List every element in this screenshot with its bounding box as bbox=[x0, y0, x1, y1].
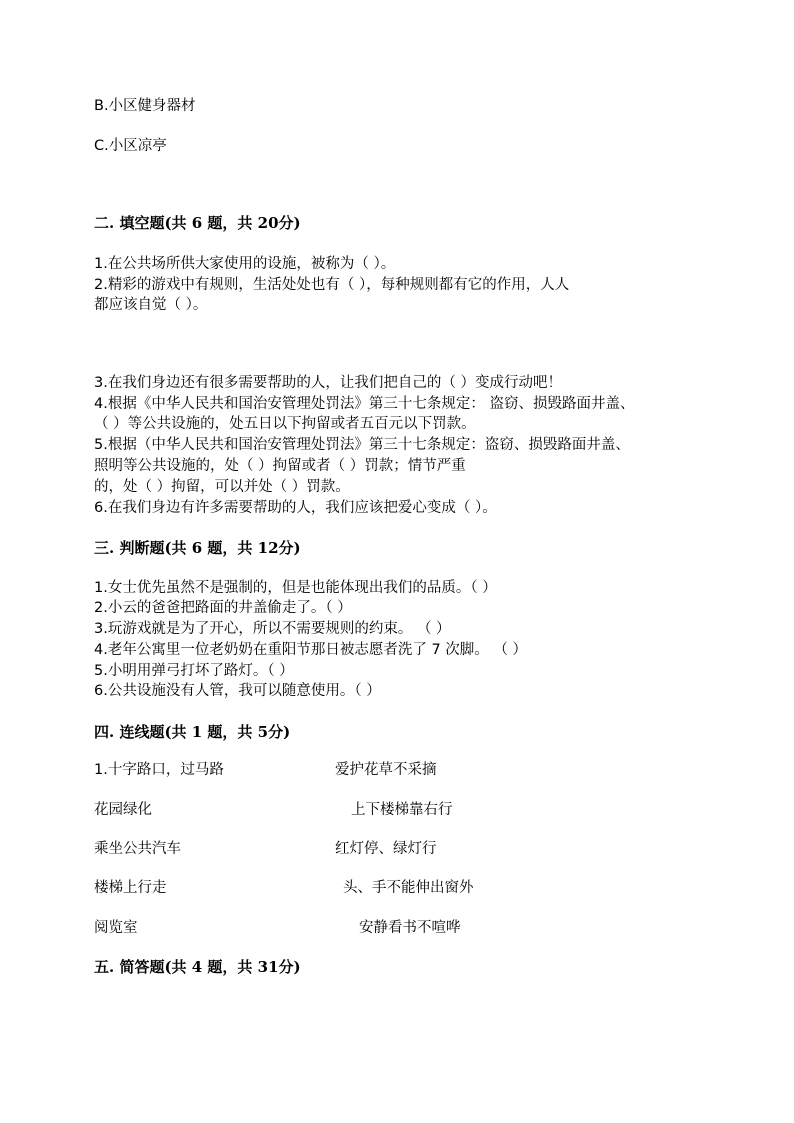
judge-item: 3.玩游戏就是为了开心，所以不需要规则的约束。 （ ） bbox=[94, 621, 451, 637]
fill-q1: 1.在公共场所供大家使用的设施，被称为（ ）。 bbox=[94, 256, 396, 272]
section-5-title: 五. 简答题(共 4 题，共 31分) bbox=[94, 958, 301, 976]
fill-q2-line2: 都应该自觉（ ）。 bbox=[94, 297, 208, 313]
match-right-item: 上下楼梯靠右行 bbox=[351, 802, 453, 818]
match-left-item: 乘坐公共汽车 bbox=[94, 841, 181, 857]
fill-q5-line1: 5.根据（中华人民共和国治安管理处罚法》第三十七条规定：盗窃、损毁路面井盖、 bbox=[94, 437, 630, 453]
section-4-title: 四. 连线题(共 1 题，共 5分) bbox=[94, 723, 291, 741]
fill-q2-line1: 2.精彩的游戏中有规则，生活处处也有（ ），每种规则都有它的作用，人人 bbox=[94, 277, 570, 293]
option-c: C.小区凉亭 bbox=[94, 138, 167, 154]
judge-item: 5.小明用弹弓打坏了路灯。（ ） bbox=[94, 663, 294, 679]
judge-item: 1.女士优先虽然不是强制的，但是也能体现出我们的品质。（ ） bbox=[94, 580, 497, 596]
section-2-title: 二. 填空题(共 6 题，共 20分) bbox=[94, 214, 301, 232]
match-right-item: 红灯停、绿灯行 bbox=[335, 841, 437, 857]
section-3-title: 三. 判断题(共 6 题，共 12分) bbox=[94, 539, 301, 557]
fill-q4-line1: 4.根据《中华人民共和国治安管理处罚法》第三十七条规定： 盗窃、损毁路面井盖、 bbox=[94, 396, 635, 412]
fill-q3: 3.在我们身边还有很多需要帮助的人，让我们把自己的（ ）变成行动吧！ bbox=[94, 375, 562, 391]
match-left-item: 花园绿化 bbox=[94, 802, 152, 818]
judge-item: 4.老年公寓里一位老奶奶在重阳节那日被志愿者洗了 7 次脚。 （ ） bbox=[94, 642, 527, 658]
match-left-item: 1.十字路口，过马路 bbox=[94, 762, 224, 778]
judge-item: 2.小云的爸爸把路面的井盖偷走了。（ ） bbox=[94, 600, 352, 616]
option-b: B.小区健身器材 bbox=[94, 98, 196, 114]
match-right-item: 爱护花草不采摘 bbox=[335, 762, 437, 778]
match-right-item: 头、手不能伸出窗外 bbox=[343, 880, 474, 896]
fill-q5-line3: 的，处（ ）拘留，可以并处（ ）罚款。 bbox=[94, 479, 350, 495]
match-left-item: 楼梯上行走 bbox=[94, 880, 167, 896]
match-left-item: 阅览室 bbox=[94, 920, 138, 936]
fill-q5-line2: 照明等公共设施的，处（ ）拘留或者（ ）罚款；情节严重 bbox=[94, 458, 466, 474]
match-right-item: 安静看书不喧哗 bbox=[359, 920, 461, 936]
judge-item: 6.公共设施没有人管，我可以随意使用。（ ） bbox=[94, 683, 381, 699]
fill-q6: 6.在我们身边有许多需要帮助的人，我们应该把爱心变成（ ）。 bbox=[94, 500, 497, 516]
fill-q4-line2: （ ）等公共设施的，处五日以下拘留或者五百元以下罚款。 bbox=[94, 416, 476, 432]
